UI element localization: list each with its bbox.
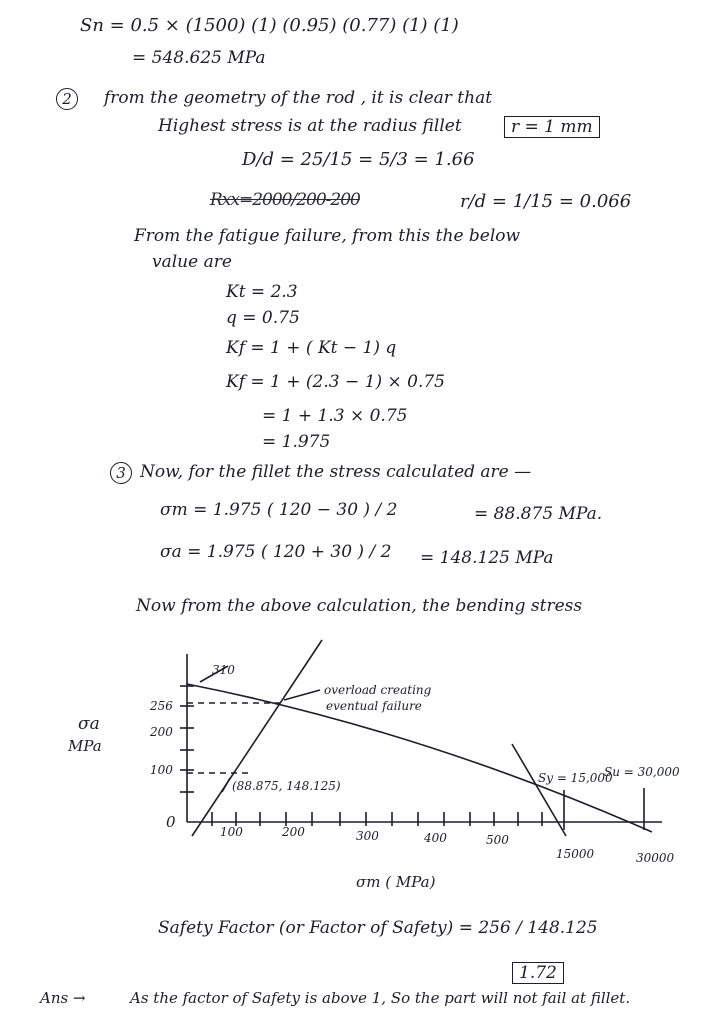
x-tick-300: 300 (356, 829, 379, 843)
point-label: (88.875, 148.125) (232, 779, 341, 793)
step-2-marker: 2 (56, 88, 78, 110)
x-axis-label: σm ( MPa) (356, 873, 436, 891)
sigma-m-formula: σm = 1.975 ( 120 − 30 ) / 2 (160, 500, 398, 520)
q-value: q = 0.75 (226, 308, 300, 328)
y-tick-256: 256 (150, 699, 173, 713)
x-tick-200: 200 (282, 825, 305, 839)
sigma-a-formula: σa = 1.975 ( 120 + 30 ) / 2 (160, 542, 392, 562)
sigma-a-value: = 148.125 MPa (420, 548, 554, 568)
y-axis-label-sigma: σa (78, 714, 100, 734)
answer-label: Ans → (40, 989, 86, 1007)
x-tick-400: 400 (424, 831, 447, 845)
x-end-15000: 15000 (556, 847, 595, 861)
radius-box: r = 1 mm (504, 116, 600, 138)
sn-formula: Sn = 0.5 × (1500) (1) (0.95) (0.77) (1) (1) (80, 15, 459, 36)
radius-ratio: r/d = 1/15 = 0.066 (460, 191, 632, 212)
safety-result-box: 1.72 (512, 962, 564, 984)
geometry-line: from the geometry of the rod , it is clear that (104, 88, 493, 108)
y-axis-label-unit: MPa (68, 737, 102, 755)
answer-text: As the factor of Safety is above 1, So the part will not fail at fillet. (130, 989, 631, 1007)
sy-label: Sy = 15,000 (538, 771, 613, 785)
kf-substitution: Kf = 1 + (2.3 − 1) × 0.75 (226, 372, 445, 392)
kf-formula: Kf = 1 + ( Kt − 1) q (226, 338, 397, 358)
x-end-30000: 30000 (636, 851, 675, 865)
su-label: Su = 30,000 (604, 765, 680, 779)
overload-label-2: eventual failure (326, 699, 422, 713)
safety-factor-line: Safety Factor (or Factor of Safety) = 256 / 148.125 (158, 918, 598, 938)
step-3-marker: 3 (110, 462, 132, 484)
fatigue-line-1: From the fatigue failure, from this the below (134, 226, 521, 246)
y-tick-200: 200 (150, 725, 173, 739)
kf-result: = 1.975 (262, 432, 331, 452)
now-calculation-line: Now from the above calculation, the bending stress (136, 596, 583, 616)
top-label: 310 (212, 663, 235, 677)
y-tick-100: 100 (150, 763, 173, 777)
kf-calculation: = 1 + 1.3 × 0.75 (262, 406, 408, 426)
highest-stress-line: Highest stress is at the radius fillet (158, 116, 462, 136)
now-fillet-line: Now, for the fillet the stress calculated are — (140, 462, 532, 482)
diameter-ratio: D/d = 25/15 = 5/3 = 1.66 (242, 149, 475, 170)
x-tick-100: 100 (220, 825, 243, 839)
overload-label-1: overload creating (324, 683, 432, 697)
y-tick-0: 0 (166, 813, 176, 831)
kt-value: Kt = 2.3 (226, 282, 298, 302)
x-tick-500: 500 (486, 833, 509, 847)
scribbled-text: Rxx=2000/200-200 (210, 190, 360, 210)
sigma-m-value: = 88.875 MPa. (474, 504, 603, 524)
fatigue-line-2: value are (152, 252, 232, 272)
sn-result: = 548.625 MPa (132, 48, 266, 68)
